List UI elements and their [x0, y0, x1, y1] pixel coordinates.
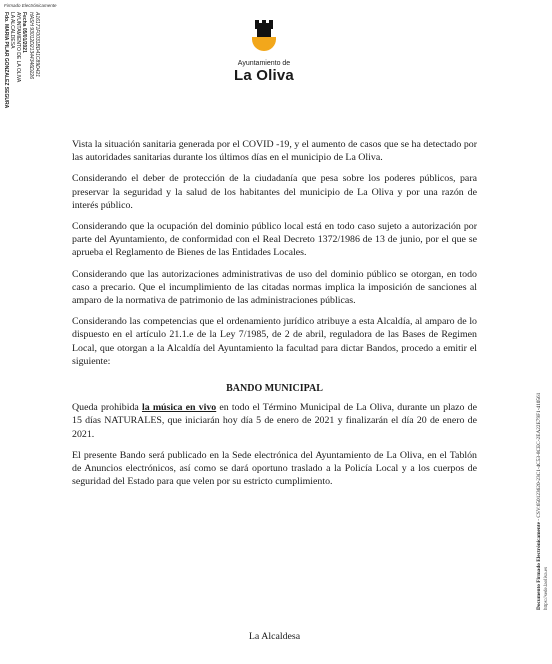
signature-role: LA ALCALDESA — [9, 12, 15, 49]
signature-date: Fecha 05/01/2021 — [21, 12, 27, 53]
logo-subtitle: Ayuntamiento de — [237, 60, 291, 67]
paragraph-2: Considerando el deber de protección de la ciudadanía que pesa sobre los poderes públicos, para preservar la seguridad y la salud de los habitantes del municipio de La Oliva y por una razón de interés público. — [72, 173, 477, 211]
side-verification-note — [535, 290, 543, 610]
signature-signer: Fdo. MARIA PILAR GONZALEZ SEGURA — [3, 12, 9, 109]
document-body — [72, 138, 477, 496]
side-verification-url[interactable]: https://sede.laoliva.es — [544, 566, 549, 610]
firmado-electronicamente-label: Firmado Electrónicamente — [4, 3, 57, 8]
paragraph-4: Considerando que las autorizaciones administrativas de uso del dominio público se otorgan, en todo caso a precario. Que el incumplimiento de las citadas normas implica la imposición de sanciones al amparo de la normativa de patrimonio de las administraciones públicas. — [72, 268, 477, 307]
closing-signature: La Alcaldesa — [248, 631, 301, 642]
paragraph-6 — [72, 401, 477, 441]
paragraph-6-start: Queda prohibida — [72, 402, 142, 414]
paragraph-6-end: en todo el Término Municipal de La Oliva, durante un plazo de 15 días NATURALES, que iniciarán hoy día 5 de enero de 2021 y finalizarán el día 20 de enero de 2021. — [72, 402, 477, 440]
signature-entity: AYUNTAMIENTO DE LA OLIVA — [15, 12, 21, 83]
ayuntamiento-logo — [216, 18, 312, 84]
side-note-code: - CSV:650123620-23C1-4C53-8CEC-2EA22E79F1-410561 — [536, 392, 542, 523]
paragraph-1: Vista la situación sanitaria generada por el COVID -19, y el aumento de casos que se ha detectado por las autoridades sanitarias durante los últimos días en el municipio de La Oliva. — [72, 139, 477, 164]
paragraph-7: El presente Bando será publicado en la Sede electrónica del Ayuntamiento de La Oliva, en el Tablón de Anuncios electrónicos, así como se dará oportuno traslado a la Policía Local y a los cuerpos de seguridad del Estado para que velen por su estricto cumplimiento. — [72, 449, 477, 488]
bando-title: BANDO MUNICIPAL — [226, 383, 323, 395]
signature-hash-cont: A16171F0031BD41C89D421 — [34, 12, 40, 78]
paragraph-5: Considerando las competencias que el ordenamiento jurídico atribuye a esta Alcaldía, al amparo de lo dispuesto en el artículo 21.1.e de la Ley 7/1985, de 2 de abril, reguladora de las Bases de Regimen Local, que otorgan a la Alcaldía del Ayuntamiento la facultad para dictar Bandos, procedo a emitir el siguiente: — [72, 316, 477, 367]
logo-name: La Oliva — [234, 67, 294, 84]
signature-block — [1, 12, 55, 192]
paragraph-6-emphasis: la música en vivo — [141, 402, 217, 414]
signature-hash: HASH 93012D21344346D226 — [28, 12, 34, 79]
paragraph-3: Considerando que la ocupación del dominio público local está en todo caso sujeto a autorización por parte del Ayuntamiento, de conformidad con el Real Decreto 1372/1986 de 13 de junio, por el que se aprueba el Reglamento de Bienes de las Entidades Locales. — [72, 221, 477, 259]
tower-sun-emblem-icon — [249, 18, 279, 58]
side-note-bold: Documento Firmado Electrónicamente — [536, 522, 542, 610]
